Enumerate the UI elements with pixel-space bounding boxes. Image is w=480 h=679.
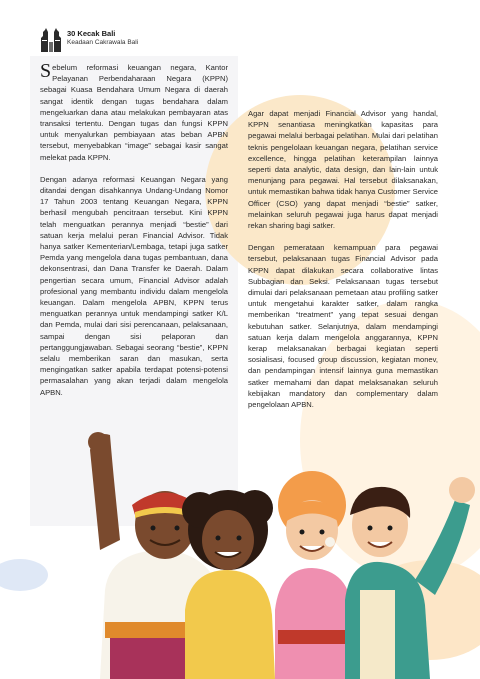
header-subtitle: Keadaan Cakrawala Bali [67,39,139,46]
header-title: 30 Kecak Bali [67,29,116,38]
four-friends-waving-illustration [0,390,480,679]
left-paragraph-1-text: ebelum reformasi keuangan negara, Kantor Pelayanan Perbendaharaan Negara (KPPN) sebagai Kuasa Bendahara Umum Negara di daerah sangat identik dengan tugas bendahara dalam mengeluarkan dana atau melakukan pembayaran atas transaksi tertentu. Dengan tugas dan fungsi KPPN untuk menyalurkan pembiayaan atas beban APBN tersebut, menyebabkan “image” sebagai kasir sangat melekat pada KPPN. [40,63,228,162]
dropcap-letter: S [40,60,52,82]
left-text-column [40,62,228,409]
right-paragraph-2: Dengan pemerataan kemampuan para pegawai tersebut, pelaksanaan tugas Financial Advisor pada KPPN dapat dilakukan secara collaborative lintas Subbagian dan Seksi. Pelaksanaan tugas tersebut dimulai dari pelaksanaan pemetaan atau profiling satker untuk mengetahui karakter satker, dalam rangka memberikan “treatment” yang tepat sesuai dengan kebutuhan satker. Selanjutnya, dalam mendampingi satuan kerja dalam mengelola anggarannya, KPPN kerap melaksanakan berbagai kegiatan seperti sosialisasi, focused group discussion, kegiatan monev, dan pendampingan intensif lainnya guna memastikan satker memahami dan dapat melaksanakan seluruh kebijakan mandatory dan complementary dalam pengelolaan APBN. [248,243,438,410]
bali-gate-icon [40,28,62,52]
person-3-figure [275,471,355,679]
person-2-figure [182,490,275,679]
left-paragraph-2: Dengan adanya reformasi Keuangan Negara yang ditandai dengan disahkannya Undang-Undang Nomor 17 Tahun 2003 tentang Keuangan Negara, KPPN berhasil mengubah pencitraan tersebut. Kini KPPN telah menguatkan perannya menjadi “bestie” dari satuan kerja melalui peran Financial Advisor. Tidak hanya satker Kementerian/Lembaga, tetapi juga satker Pemda yang mengelola dana tugas pembantuan, dana dekonsentrasi, dan Dana Transfer ke Daerah. Dalam pengertian secara umum, Financial Advisor adalah profesional yang membantu individu dalam mengelola keuangan. Dalam mengelola APBN, KPPN terus menguatkan perannya untuk mendampingi satker K/L dan Pemda, mulai dari sisi perencanaan, pelaksanaan, sampai dengan sisi pelaporan dan pertanggungjawaban. Sebagai seorang “bestie”, KPPN selalu memberikan saran dan masukan, serta mengingatkan satker apabila terdapat potensi-potensi permasalahan yang akan terjadi dalam mengelola APBN. [40,174,228,397]
right-text-column [248,108,438,421]
left-paragraph-1 [40,62,228,163]
right-paragraph-1: Agar dapat menjadi Financial Advisor yang handal, KPPN senantiasa meningkatkan kapasitas para pegawai melalui berbagai pelatihan. Mulai dari pelatihan teknis pengelolaan keuangan negara, pelatihan service excellence, hingga pelatihan keterampilan lainnya seperti data analytic, data design, dan lain-lain untuk menunjang para pegawai. Hal tersebut dilaksanakan, untuk memastikan bahwa tidak hanya Customer Service Officer (CSO) yang dapat menjadi “bestie” satker, melainkan seluruh pegawai juga harus dapat menjadi rekan sharing bagi satker. [248,109,438,231]
